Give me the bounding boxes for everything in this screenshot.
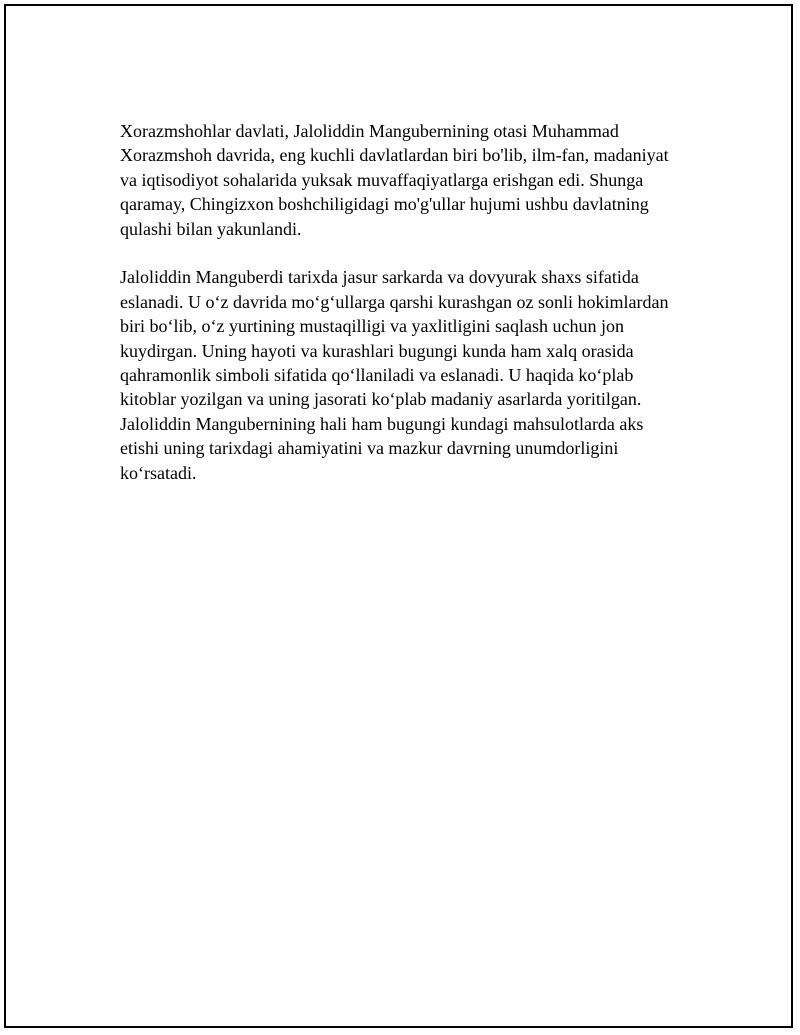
document-page [4, 4, 793, 1028]
paragraph-2: Jaloliddin Manguberdi tarixda jasur sarkarda va dovyurak shaxs sifatida eslanadi. U o‘z davrida mo‘g‘ullarga qarshi kurashgan oz sonli hokimlardan biri bo‘lib, o‘z yurtining mustaqilligi va yaxlitligini saqlash uchun jon kuydirgan. Uning hayoti va kurashlari bugungi kunda ham xalq orasida qahramonlik simboli sifatida qo‘llaniladi va eslanadi. U haqida ko‘plab kitoblar yozilgan va uning jasorati ko‘plab madaniy asarlarda yoritilgan. Jaloliddin Mangubernining hali ham bugungi kundagi mahsulotlarda aks etishi uning tarixdagi ahamiyatini va mazkur davrning unumdorligini ko‘rsatadi. [120, 267, 669, 483]
paragraph-1: Xorazmshohlar davlati, Jaloliddin Mangubernining otasi Muhammad Xorazmshoh davrida, eng kuchli davlatlardan biri bo'lib, ilm-fan, madaniyat va iqtisodiyot sohalarida yuksak muvaffaqiyatlarga erishgan edi. Shunga qaramay, Chingizxon boshchiligidagi mo'g'ullar hujumi ushbu davlatning qulashi bilan yakunlandi. [120, 121, 669, 239]
document-body [120, 119, 680, 509]
